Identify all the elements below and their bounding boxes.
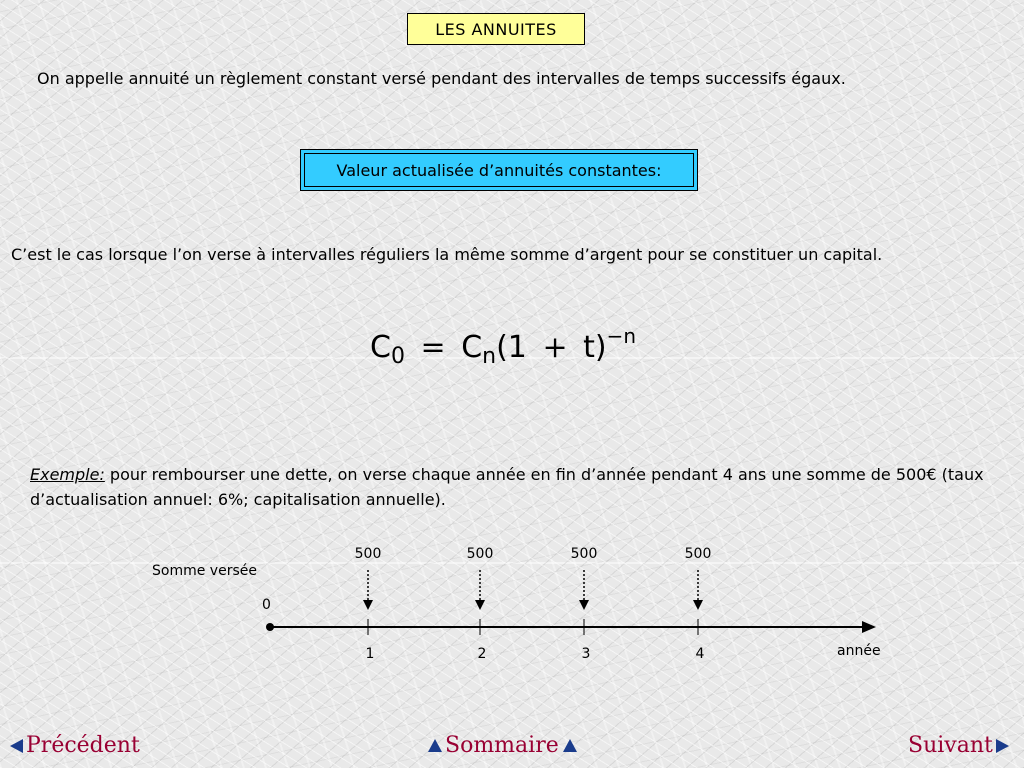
summary-arrow-left-icon: [428, 739, 442, 752]
summary-link[interactable]: [428, 733, 577, 758]
section-title: [300, 149, 698, 191]
next-arrow-icon: [996, 739, 1009, 753]
formula-open: (1: [496, 330, 527, 365]
timeline-origin-label: 0: [262, 597, 271, 613]
previous-link[interactable]: [10, 733, 140, 758]
year-label-2: 2: [477, 646, 487, 662]
section-title-inner: [304, 153, 694, 187]
formula-sub-n: n: [482, 344, 497, 369]
payment-arrow-head-3: [579, 600, 589, 610]
example-text: [30, 462, 1000, 512]
formula-close: t): [583, 330, 607, 365]
section-title-text: Valeur actualisée d’annuités constantes:: [336, 160, 662, 180]
payment-arrow-head-2: [475, 600, 485, 610]
timeline-y-label: Somme versée: [152, 563, 257, 579]
next-label: Suivant: [908, 733, 993, 758]
formula-plus: +: [542, 330, 568, 365]
summary-label: Sommaire: [445, 733, 559, 758]
formula-exponent: −n: [606, 324, 637, 348]
timeline-marks: [355, 546, 712, 662]
payment-amount-4: 500: [684, 546, 712, 562]
payment-amount-1: 500: [354, 546, 382, 562]
definition-text: C’est le cas lorsque l’on verse à intervalles réguliers la même somme d’argent pour se constituer un capital.: [11, 245, 883, 264]
summary-arrow-right-icon: [563, 739, 577, 752]
year-label-3: 3: [581, 646, 591, 662]
payment-arrow-head-4: [693, 600, 703, 610]
year-label-1: 1: [365, 646, 375, 662]
payment-arrow-head-1: [363, 600, 373, 610]
year-label-4: 4: [695, 646, 705, 662]
next-link[interactable]: [908, 733, 1009, 758]
formula-equals: =: [420, 330, 446, 365]
payment-amount-2: 500: [466, 546, 494, 562]
formula: [370, 324, 637, 369]
intro-text: On appelle annuité un règlement constant versé pendant des intervalles de temps successifs égaux.: [37, 69, 846, 88]
page-title: [407, 13, 585, 45]
example-label: Exemple:: [30, 465, 105, 484]
example-body: pour rembourser une dette, on verse chaque année en fin d’année pendant 4 ans une somme de 500€ (taux d’actualisation annuel: 6%; capitalisation annuelle).: [30, 465, 984, 509]
timeline-axis-label: année: [837, 643, 881, 659]
formula-cn: C: [461, 330, 483, 365]
page-title-text: LES ANNUITES: [435, 19, 557, 39]
timeline-origin-dot: [266, 623, 274, 631]
previous-label: Précédent: [26, 733, 140, 758]
payment-amount-3: 500: [570, 546, 598, 562]
formula-sub-0: 0: [390, 344, 405, 369]
formula-c0: C: [370, 330, 391, 365]
timeline-axis-arrow: [862, 621, 876, 633]
previous-arrow-icon: [10, 739, 23, 753]
